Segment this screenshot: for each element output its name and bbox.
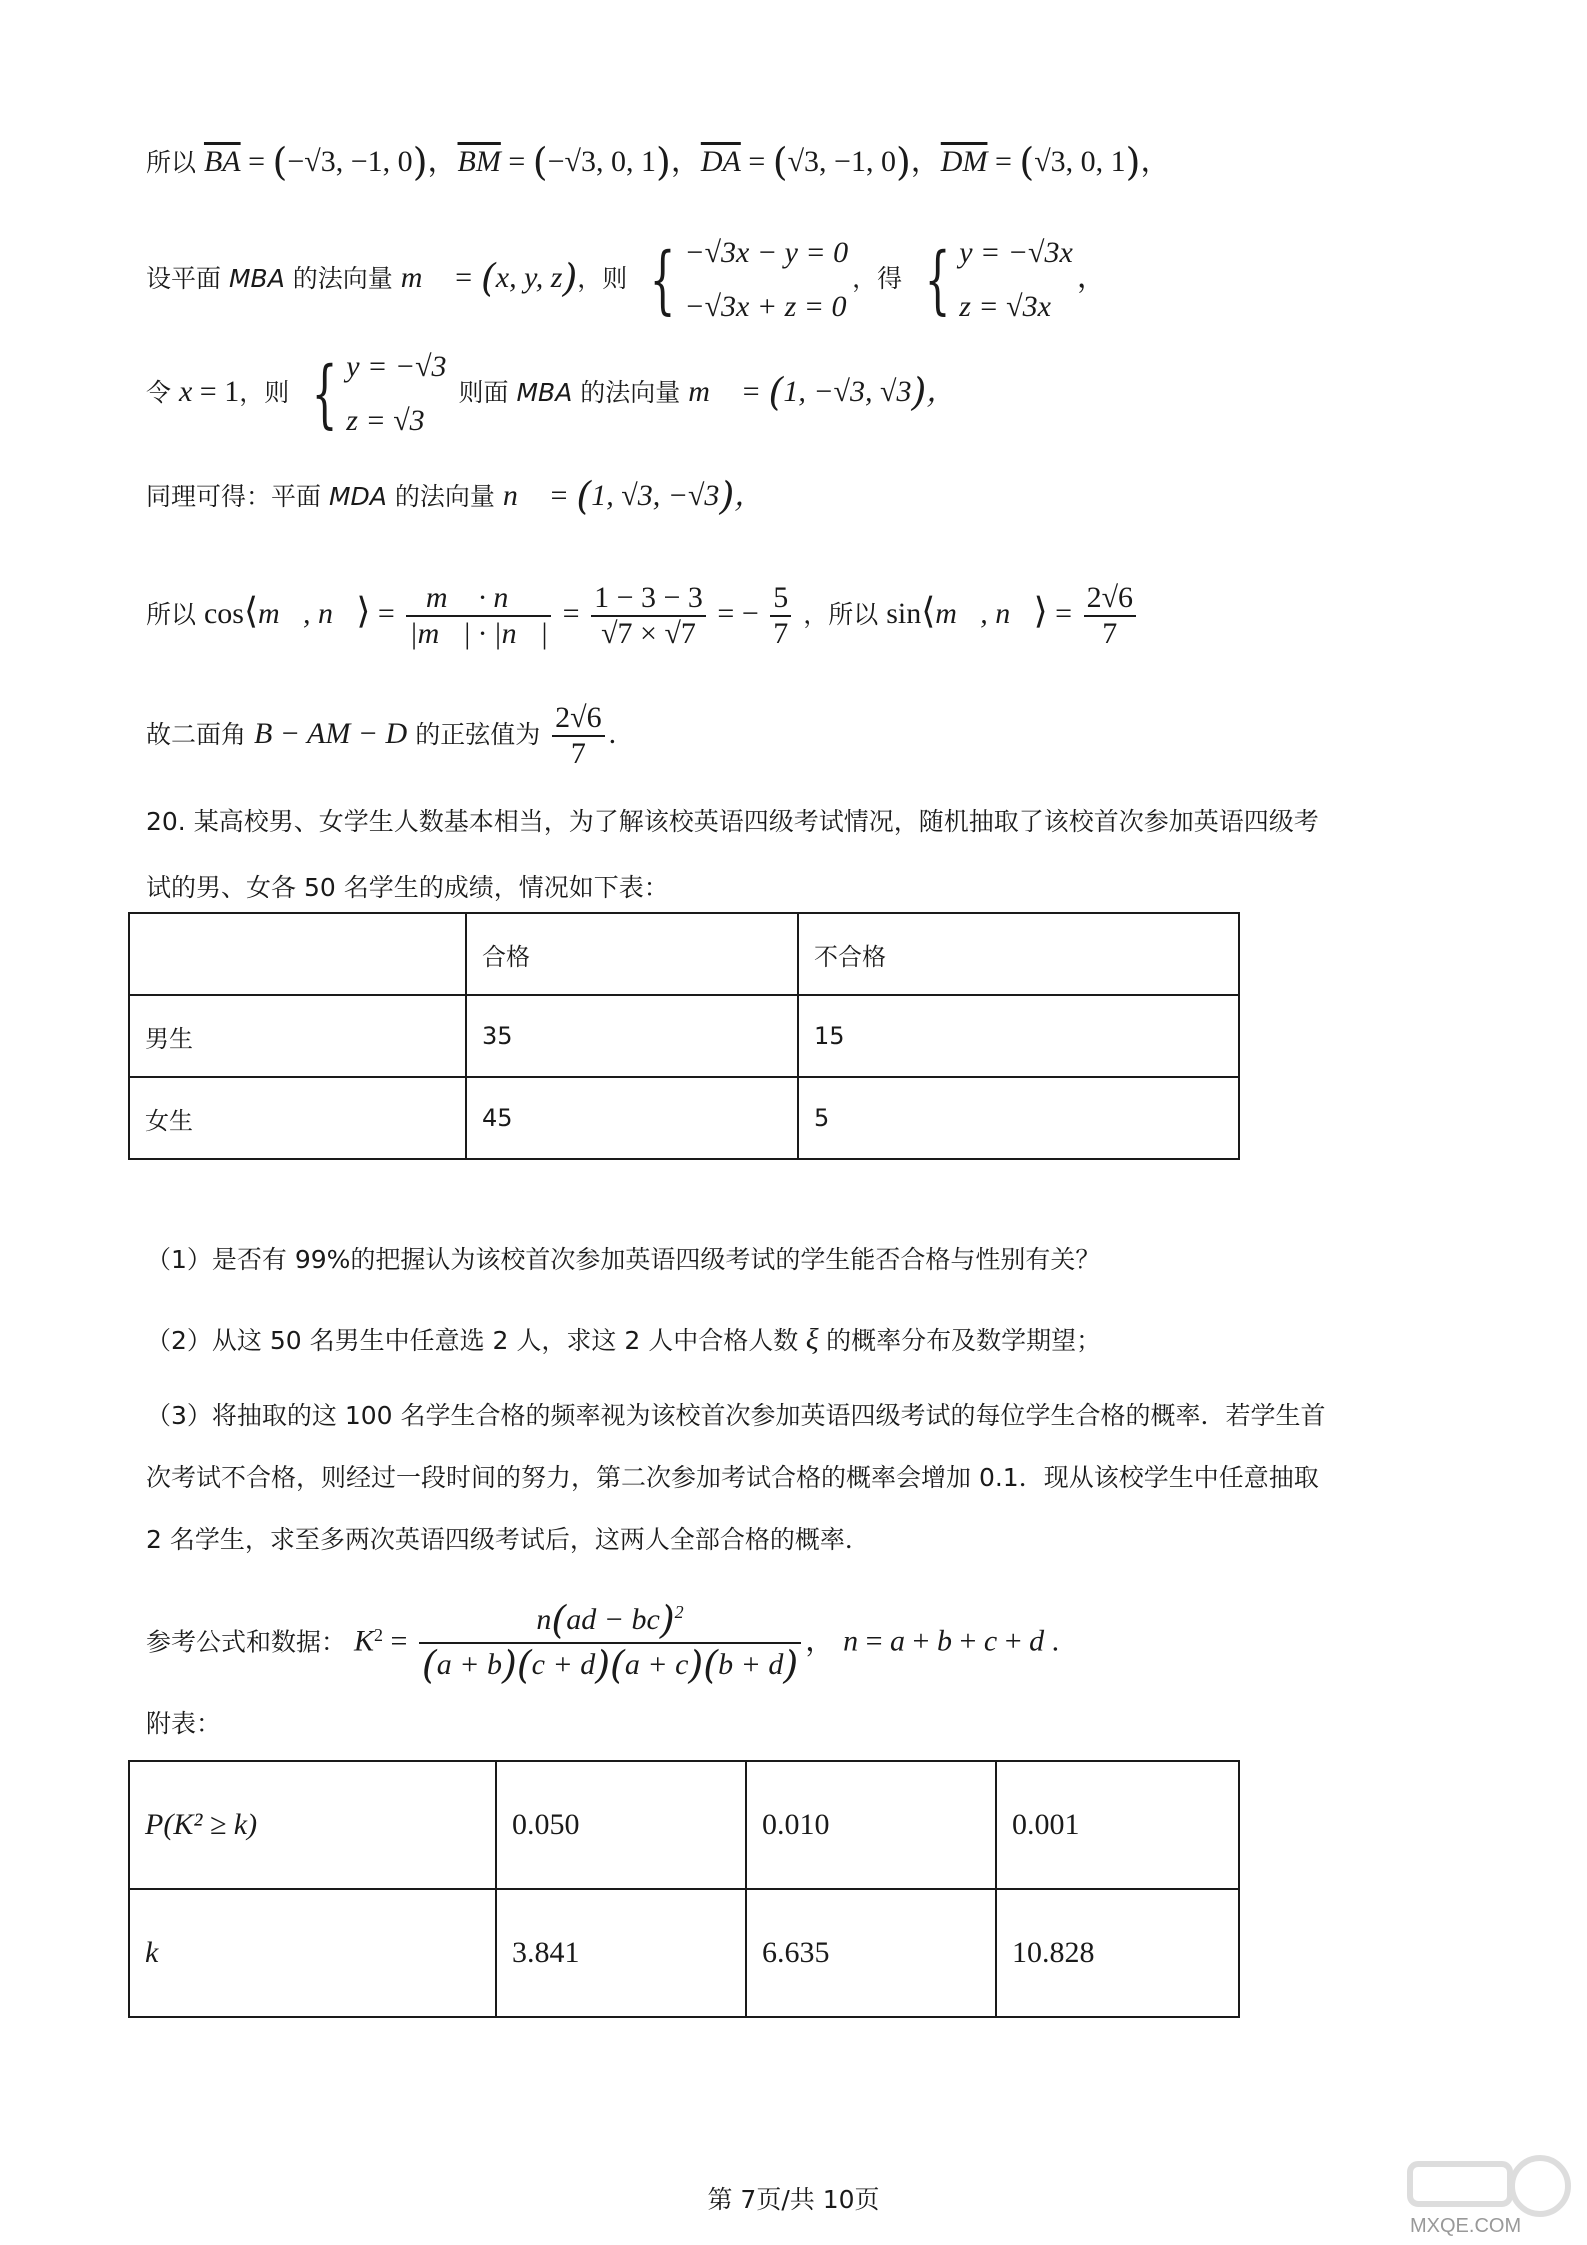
let-x-line: 令 x = 1，则 { y = −√3 z = √3 则面 MBA 的法向量 m⃗ = (1, −√3, √3)， xyxy=(146,336,956,449)
score-table xyxy=(128,912,1240,1160)
equation-system-1: { −√3x − y = 0 −√3x + z = 0 xyxy=(649,236,849,323)
equation-system-3: { y = −√3 z = √3 xyxy=(311,350,447,437)
vector-line: 所以 $\overline{BA} = (-√3$, −1, 0)，$\overline{BM} = (-√3$, 0, 1)，$\overline{DA} = (√3$, −1, 0)，$\overline{DM} = (√3$, 0, 1)， xyxy=(146,140,1171,184)
critical-value-table xyxy=(128,1760,1240,2018)
table-cell: 5 xyxy=(798,1077,1239,1159)
final-sine-value: $\frac{2√6}{7}$ xyxy=(552,701,604,772)
plane-name-2: MDA xyxy=(328,482,387,511)
table-cell: 6.635 xyxy=(746,1889,996,2017)
question-1: （1）是否有 99%的把握认为该校首次参加英语四级考试的学生能否合格与性别有关？ xyxy=(146,1245,1101,1274)
xi-symbol: ξ xyxy=(798,1323,827,1356)
table-row xyxy=(129,1077,1239,1159)
cosine-fraction-1: $\frac{m⃗ \cdot n⃗}{|m⃗| \cdot |n⃗|}$ xyxy=(406,581,551,652)
question-2: （2）从这 50 名男生中任意选 2 人，求这 2 人中合格人数 ξ 的概率分布及数学期望； xyxy=(146,1323,1102,1356)
table-cell: 35 xyxy=(466,995,798,1077)
appendix-label: 附表： xyxy=(146,1709,222,1738)
table-cell: 3.841 xyxy=(496,1889,746,2017)
watermark-text: MXQE.COM xyxy=(1410,2215,1522,2237)
table-cell: 45 xyxy=(466,1077,798,1159)
vectors-formula: $\overline{BA} = (-√3$, −1, 0)，$\overline{BM} = (-√3$, 0, 1)，$\overline{DA} = (√3$, −1, 0)，$\overline{DM} = (√3$, 0, 1)， xyxy=(203,140,1171,184)
sine-value: $\frac{2√6}{7}$ xyxy=(1084,581,1136,652)
normal-vector-setup-line: 设平面 MBA 的法向量 m⃗ = (x, y, z)，则 { −√3x − y = 0 −√3x + z = 0 ，得 { y = −√3x z = √3x ， xyxy=(146,222,1107,335)
k-squared-formula: $\frac{n(ad - bc)^2}{(a + b)(c + d)(a + c)(b + d)}$ xyxy=(419,1599,801,1688)
cosine-line: 所以 cos⟨m⃗, n⃗⟩ = $\frac{m⃗ \cdot n⃗}{|m⃗| \cdot |n⃗|}$ = $\frac{1 - 3 - 3}{√7 \times √7}$ = − $\frac{5}{7}$ ，所以 sin⟨m⃗, n⃗⟩ = $\frac{2√6}{7}$ xyxy=(146,560,1140,667)
problem-text-line-2: 试的男、女各 50 名学生的成绩，情况如下表： xyxy=(146,873,669,902)
similarly-line: 同理可得：平面 MDA 的法向量 n⃗ = (1, √3, −√3)， xyxy=(146,474,765,518)
question-3-line-1: （3）将抽取的这 100 名学生合格的频率视为该校首次参加英语四级考试的每位学生合格的概率．若学生首 xyxy=(146,1401,1326,1430)
page-footer: 第 7页/共 10页 xyxy=(707,2185,880,2214)
normal-vector-n: n⃗ = (1, √3, −√3)， xyxy=(502,474,765,518)
table-row xyxy=(129,913,1239,995)
normal-vector-m-value: m⃗ = (1, −√3, √3)， xyxy=(688,370,957,414)
table-cell: 0.050 xyxy=(496,1761,746,1889)
plane-name: MBA xyxy=(228,264,285,293)
table-row xyxy=(129,995,1239,1077)
table-cell xyxy=(129,913,466,995)
equation-system-2: { y = −√3x z = √3x xyxy=(924,236,1073,323)
table-row xyxy=(129,1761,1239,1889)
normal-vector-m: m⃗ = (x, y, z) xyxy=(400,256,578,300)
conclusion-line: 故二面角 B − AM − D 的正弦值为 $\frac{2√6}{7}$ . xyxy=(146,700,617,770)
table-cell: 15 xyxy=(798,995,1239,1077)
question-3-line-3: 2 名学生，求至多两次英语四级考试后，这两人全部合格的概率． xyxy=(146,1525,870,1554)
table-header-fail: 不合格 xyxy=(798,913,1239,995)
table-row xyxy=(129,1889,1239,2017)
table-cell: 10.828 xyxy=(996,1889,1239,2017)
cosine-fraction-2: $\frac{1 - 3 - 3}{√7 \times √7}$ xyxy=(591,581,706,652)
table-header-pass: 合格 xyxy=(466,913,798,995)
table-cell: 0.010 xyxy=(746,1761,996,1889)
table-cell: 0.001 xyxy=(996,1761,1239,1889)
problem-text-line-1: 20. 某高校男、女学生人数基本相当，为了解该校英语四级考试情况，随机抽取了该校首次参加英语四级考 xyxy=(146,807,1319,836)
reference-formula-line: 参考公式和数据： $K^2$ = $\frac{n(ad - bc)^2}{(a + b)(c + d)(a + c)(b + d)}$ ， n = a + b + c + d . xyxy=(146,1597,1060,1688)
question-3-line-2: 次考试不合格，则经过一段时间的努力，第二次参加考试合格的概率会增加 0.1．现从该校学生中任意抽取 xyxy=(146,1463,1319,1492)
table-cell: 女生 xyxy=(129,1077,466,1159)
cosine-value: $\frac{5}{7}$ xyxy=(770,581,791,652)
table-row-label: P(K² ≥ k) xyxy=(129,1761,496,1889)
table-cell: 男生 xyxy=(129,995,466,1077)
table-row-label: k xyxy=(129,1889,496,2017)
